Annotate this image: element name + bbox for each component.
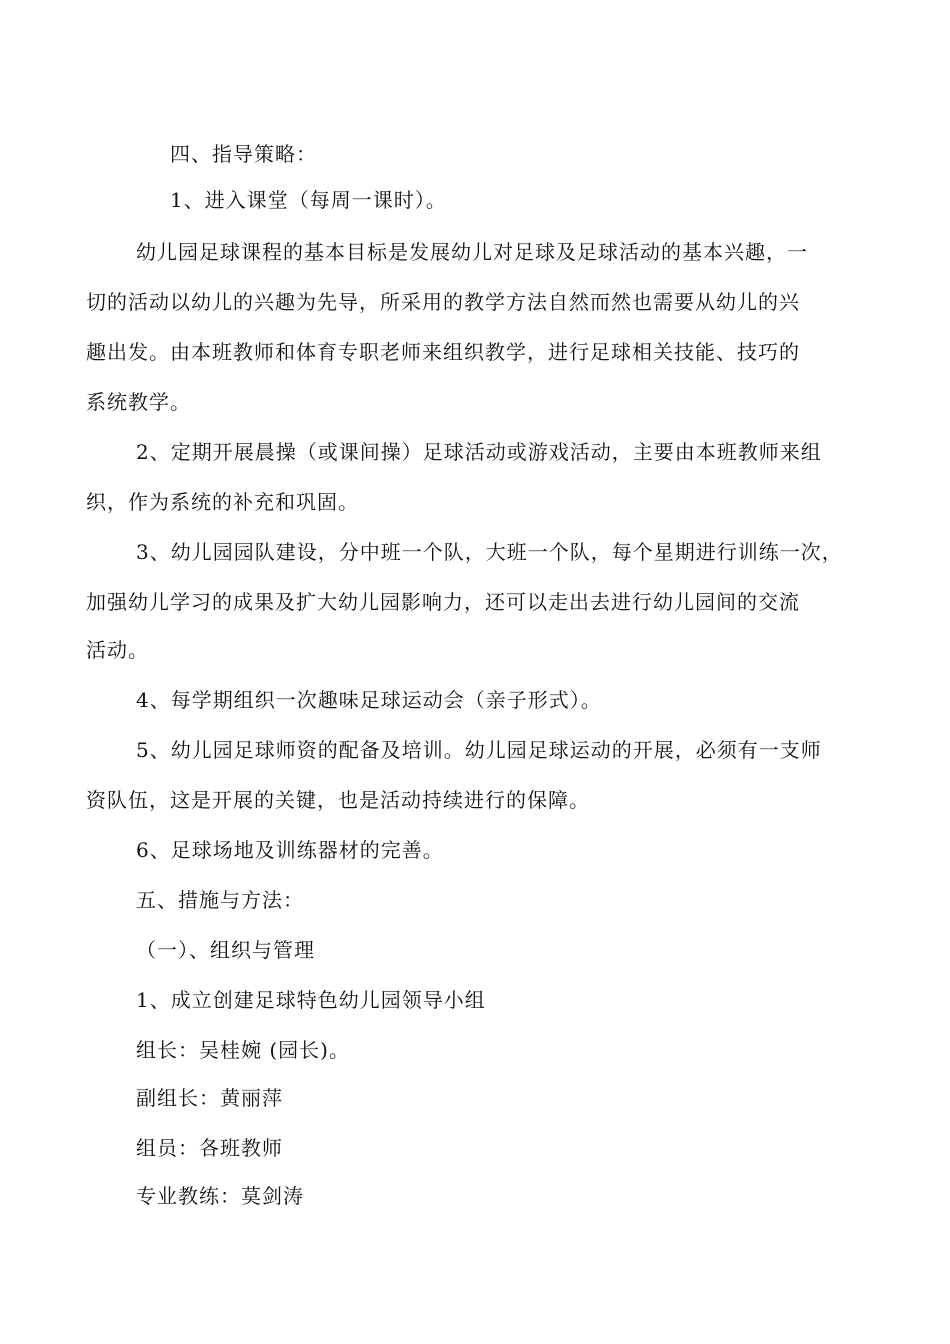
team-deputy-leader: 副组长：黄丽萍 bbox=[136, 1086, 283, 1110]
paragraph-line: 系统教学。 bbox=[86, 390, 191, 414]
paragraph-line: 加强幼儿学习的成果及扩大幼儿园影响力，还可以走出去进行幼儿园间的交流 bbox=[86, 590, 800, 614]
paragraph-line: 资队伍，这是开展的关键，也是活动持续进行的保障。 bbox=[86, 788, 590, 812]
paragraph-line: 切的活动以幼儿的兴趣为先导，所采用的教学方法自然而然也需要从幼儿的兴 bbox=[86, 290, 800, 314]
strategy-item-4: 4、每学期组织一次趣味足球运动会（亲子形式）。 bbox=[136, 688, 602, 712]
strategy-item-1: 1、进入课堂（每周一课时）。 bbox=[170, 188, 447, 212]
paragraph-line: 幼儿园足球课程的基本目标是发展幼儿对足球及足球活动的基本兴趣，一 bbox=[136, 240, 808, 264]
paragraph-line: 趣出发。由本班教师和体育专职老师来组织教学，进行足球相关技能、技巧的 bbox=[86, 340, 800, 364]
team-members: 组员：各班教师 bbox=[136, 1136, 283, 1160]
strategy-item-5: 5、幼儿园足球师资的配备及培训。幼儿园足球运动的开展，必须有一支师 bbox=[136, 738, 822, 762]
team-coach: 专业教练：莫剑涛 bbox=[136, 1184, 304, 1208]
strategy-item-3: 3、幼儿园园队建设，分中班一个队，大班一个队，每个星期进行训练一次， bbox=[136, 540, 843, 564]
strategy-item-6: 6、足球场地及训练器材的完善。 bbox=[136, 838, 444, 862]
paragraph-line: 织，作为系统的补充和巩固。 bbox=[86, 490, 359, 514]
team-leader: 组长：吴桂婉 (园长)。 bbox=[136, 1038, 350, 1062]
strategy-item-2: 2、定期开展晨操（或课间操）足球活动或游戏活动，主要由本班教师来组 bbox=[136, 440, 822, 464]
subsection-heading-organization: （一）、组织与管理 bbox=[136, 938, 315, 962]
section-heading-measures: 五、措施与方法： bbox=[136, 888, 304, 912]
measure-item-1: 1、成立创建足球特色幼儿园领导小组 bbox=[136, 988, 486, 1012]
section-heading-strategy: 四、指导策略： bbox=[170, 142, 317, 166]
paragraph-line: 活动。 bbox=[86, 638, 149, 662]
